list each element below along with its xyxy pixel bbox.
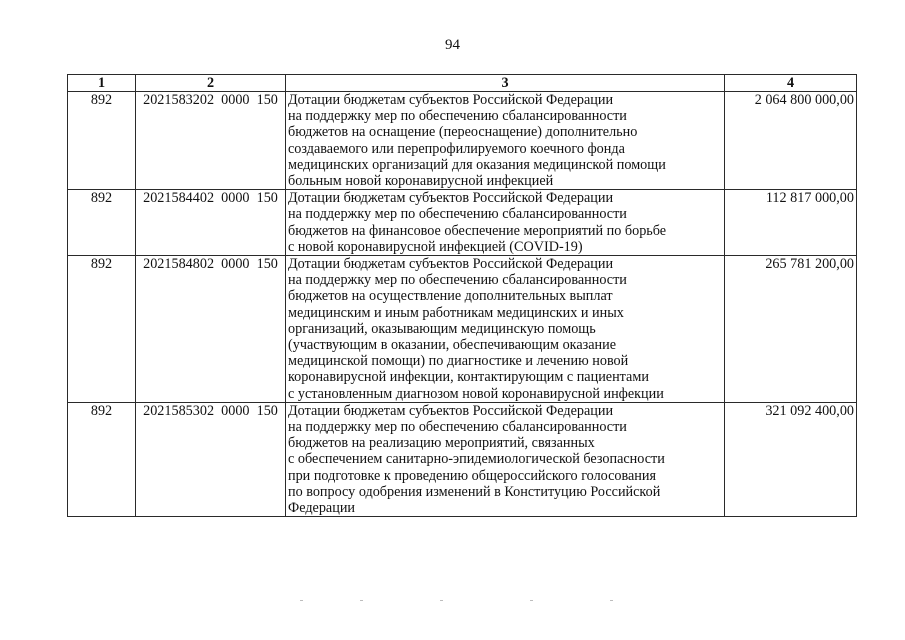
description-line: с обеспечением санитарно-эпидемиологической безопасности xyxy=(288,451,665,468)
description-line: с установленным диагнозом новой коронавирусной инфекции xyxy=(288,385,664,402)
amount-cell: 321 092 400,00 xyxy=(725,402,857,516)
scan-noise-marks xyxy=(300,600,620,606)
description-line: бюджетов на оснащение (переоснащение) дополнительно xyxy=(288,124,638,141)
description-line: бюджетов на реализацию мероприятий, связанных xyxy=(288,435,595,452)
header-col-2: 2 xyxy=(136,75,286,92)
header-col-3: 3 xyxy=(286,75,725,92)
description-line: по вопросу одобрения изменений в Конституцию Российской xyxy=(288,483,661,500)
header-col-4: 4 xyxy=(725,75,857,92)
description-line: медицинским и иным работникам медицинских и иных xyxy=(288,304,624,321)
admin-code-cell: 892 xyxy=(68,402,136,516)
scan-dot xyxy=(360,600,363,601)
description-line: Дотации бюджетам субъектов Российской Федерации xyxy=(288,256,614,273)
description-line: Дотации бюджетам субъектов Российской Федерации xyxy=(288,190,614,207)
description-line: создаваемого или перепрофилируемого коечного фонда xyxy=(288,140,625,157)
description-line: на поддержку мер по обеспечению сбалансированности xyxy=(288,108,627,125)
description-line: Дотации бюджетам субъектов Российской Федерации xyxy=(288,402,614,419)
budget-code-cell: 2021584802 0000 150 xyxy=(136,256,286,403)
table-header-row xyxy=(68,75,857,92)
scan-dot xyxy=(530,600,533,601)
admin-code-cell: 892 xyxy=(68,92,136,190)
description-line: при подготовке к проведению общероссийского голосования xyxy=(288,467,657,484)
table-row xyxy=(68,402,857,516)
page-number: 94 xyxy=(445,37,460,53)
description-line: на поддержку мер по обеспечению сбалансированности xyxy=(288,206,627,223)
description-line: Федерации xyxy=(288,500,356,517)
description-line: Дотации бюджетам субъектов Российской Федерации xyxy=(288,92,614,108)
table-row xyxy=(68,256,857,403)
description-line: коронавирусной инфекции, контактирующим с пациентами xyxy=(288,369,649,386)
description-line: организаций, оказывающим медицинскую помощь xyxy=(288,320,596,337)
description-cell xyxy=(286,92,725,190)
budget-code-cell: 2021584402 0000 150 xyxy=(136,190,286,256)
header-col-1: 1 xyxy=(68,75,136,92)
admin-code-cell: 892 xyxy=(68,190,136,256)
description-line: бюджетов на осуществление дополнительных выплат xyxy=(288,288,613,305)
description-line: медицинской помощи) по диагностике и лечению новой xyxy=(288,353,629,370)
description-cell xyxy=(286,190,725,256)
description-line: на поддержку мер по обеспечению сбалансированности xyxy=(288,272,627,289)
amount-cell: 112 817 000,00 xyxy=(725,190,857,256)
description-line: на поддержку мер по обеспечению сбалансированности xyxy=(288,419,627,436)
amount-cell: 265 781 200,00 xyxy=(725,256,857,403)
budget-table xyxy=(67,74,857,517)
table-row xyxy=(68,92,857,190)
description-cell xyxy=(286,256,725,403)
description-line: (участвующим в оказании, обеспечивающим оказание xyxy=(288,337,617,354)
budget-code-cell: 2021583202 0000 150 xyxy=(136,92,286,190)
table-row xyxy=(68,190,857,256)
description-line: с новой коронавирусной инфекцией (COVID-19) xyxy=(288,238,583,255)
scan-dot xyxy=(440,600,443,601)
description-cell xyxy=(286,402,725,516)
description-line: больным новой коронавирусной инфекцией xyxy=(288,173,554,190)
scan-dot xyxy=(300,600,303,601)
scan-dot xyxy=(610,600,613,601)
admin-code-cell: 892 xyxy=(68,256,136,403)
budget-code-cell: 2021585302 0000 150 xyxy=(136,402,286,516)
description-line: бюджетов на финансовое обеспечение мероприятий по борьбе xyxy=(288,222,667,239)
description-line: медицинских организаций для оказания медицинской помощи xyxy=(288,156,666,173)
amount-cell: 2 064 800 000,00 xyxy=(725,92,857,190)
